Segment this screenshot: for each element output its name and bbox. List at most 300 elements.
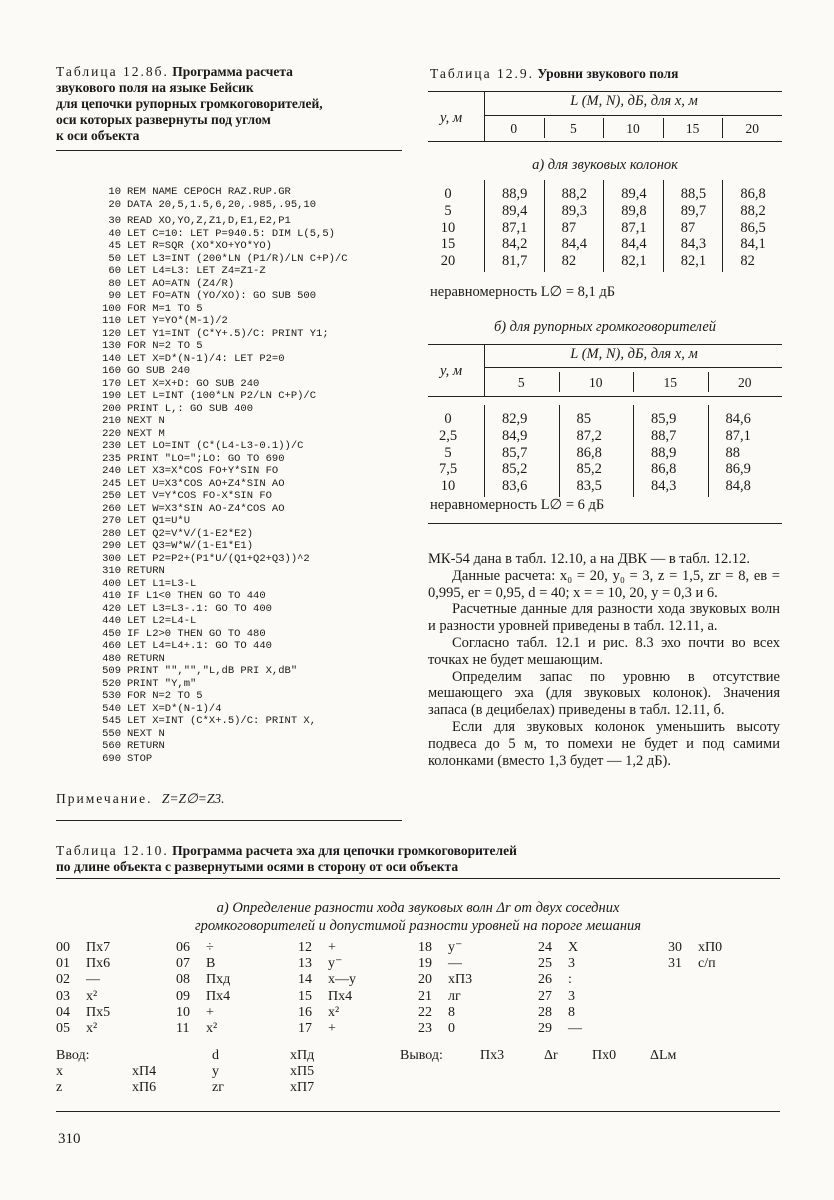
- statement: DATA 20,5,1.5,6,20,.985,.95,10: [127, 198, 317, 211]
- output-label: Вывод:: [400, 1048, 443, 1063]
- step-address: 24: [538, 940, 552, 955]
- output-item: Δr: [544, 1048, 558, 1063]
- line-number: 509: [102, 665, 121, 677]
- statement: FOR M=1 TO 5: [127, 302, 203, 315]
- step-command: X: [568, 940, 579, 955]
- basic-program-listing: [102, 187, 402, 766]
- line-number: 280: [102, 527, 121, 540]
- statement: LET Y1=INT (C*Y+.5)/C: PRINT Y1;: [127, 327, 329, 340]
- line-number: 300: [102, 552, 121, 565]
- step-address: 10: [176, 1004, 190, 1020]
- line-number: 310: [102, 565, 121, 577]
- divider: [428, 523, 782, 524]
- line-number: 20: [108, 198, 121, 211]
- table-cell: 81,7: [502, 253, 528, 270]
- step-address: 14: [298, 972, 312, 988]
- statement: LET Q3=W*W/(1-E1*E1): [127, 540, 254, 552]
- statement: IF L1<0 THEN GO TO 440: [127, 590, 266, 602]
- table-cell: 87,1: [502, 219, 528, 236]
- x-value: 15: [663, 375, 677, 390]
- line-number: 120: [102, 327, 121, 340]
- step-address: 20: [418, 972, 432, 988]
- body-text: [428, 551, 780, 769]
- table-cell: 85,2: [502, 461, 528, 478]
- step-address: 29: [538, 1021, 552, 1036]
- statement: RETURN: [127, 652, 165, 665]
- caption-line: по длине объекта с развернутыми осями в сторону от оси объекта: [56, 859, 459, 874]
- statement: LET L4=L3: LET Z4=Z1-Z: [127, 265, 266, 277]
- input-cell: d: [212, 1048, 219, 1063]
- step-address: 27: [538, 988, 552, 1004]
- table-cell: 87,1: [725, 427, 751, 444]
- step-command: —: [86, 972, 100, 988]
- step-command: y⁻: [448, 940, 463, 955]
- line-number: 400: [102, 577, 121, 590]
- table-cell: 87,2: [576, 427, 602, 444]
- x-header-row: [484, 374, 782, 392]
- table-cell: 84,4: [561, 236, 587, 253]
- line-number: 230: [102, 440, 121, 452]
- step-address: 17: [298, 1021, 312, 1036]
- statement: LET Q1=U*U: [127, 515, 191, 527]
- paragraph: МК-54 дана в табл. 12.10, а на ДВК — в табл. 12.12.: [428, 551, 750, 567]
- statement: IF L2>0 THEN GO TO 480: [127, 627, 266, 640]
- line-number: 220: [102, 427, 121, 440]
- table-cell: 84,6: [725, 411, 751, 427]
- paragraph: Расчетные данные для разности хода звуковых волн и разности уровней приведены в табл. 12.11, а.: [428, 601, 780, 635]
- output-item: Пх0: [592, 1048, 617, 1063]
- table-a-body: [428, 186, 782, 270]
- line-number: 460: [102, 640, 121, 652]
- statement: LET R=SQR (XO*XO+YO*YO): [127, 240, 272, 252]
- table-cell: 82,1: [621, 253, 647, 270]
- table-cell: 85,9: [651, 411, 677, 427]
- line-number: 200: [102, 402, 121, 415]
- statement: REM NAME CEPOCH RAZ.RUP.GR: [127, 186, 291, 198]
- divider: [56, 878, 780, 879]
- statement: NEXT N: [127, 727, 165, 740]
- line-number: 450: [102, 627, 121, 640]
- statement: PRINT L,: GO SUB 400: [127, 402, 254, 415]
- statement: STOP: [127, 752, 153, 765]
- column-rule: [633, 372, 634, 392]
- statement: LET C=10: LET P=940.5: DIM L(5,5): [127, 227, 335, 240]
- step-command: хП0: [698, 940, 723, 955]
- step-address: 13: [298, 956, 312, 972]
- x-value: 5: [517, 375, 525, 390]
- step-command: 8: [568, 1004, 575, 1020]
- line-number: 50: [108, 252, 121, 265]
- table-cell: 84,9: [502, 427, 528, 444]
- code-line: [102, 200, 402, 213]
- step-command: +: [328, 940, 336, 955]
- table-rule: [484, 115, 782, 116]
- step-address: 00: [56, 940, 70, 955]
- table-cell: 83,6: [502, 478, 528, 495]
- input-cell: y: [212, 1064, 219, 1080]
- line-number: 40: [108, 227, 121, 240]
- step-address: 26: [538, 972, 552, 988]
- statement: LET L3=INT (200*LN (P1/R)/LN C+P)/C: [127, 252, 348, 265]
- line-number: 170: [102, 377, 121, 390]
- column-rule: [484, 180, 485, 272]
- table-cell: 87,1: [621, 219, 647, 236]
- caption-line: для цепочки рупорных громкоговорителей,: [56, 96, 323, 111]
- line-number: 160: [102, 365, 121, 377]
- row-header: y, м: [440, 110, 463, 126]
- step-command: x—y: [328, 972, 356, 988]
- section-b-title: б) для рупорных громкоговорителей: [493, 319, 717, 335]
- step-command: +: [206, 1004, 214, 1020]
- statement: LET W=X3*SIN AO-Z4*COS AO: [127, 502, 285, 515]
- x-header-row: [484, 120, 782, 138]
- section-line: а) Определение разности хода звуковых волн Δr от двух соседних: [216, 900, 620, 916]
- line-number: 130: [102, 340, 121, 352]
- line-number: 290: [102, 540, 121, 552]
- step-command: y⁻: [328, 956, 343, 972]
- column-header: [486, 346, 782, 363]
- step-address: 02: [56, 972, 70, 988]
- y-value: 5: [444, 202, 452, 219]
- column-rule: [603, 118, 604, 138]
- statement: LET X=INT (C*X+.5)/C: PRINT X,: [127, 715, 317, 727]
- table-cell: 89,4: [502, 202, 528, 219]
- step-command: 3: [568, 956, 575, 972]
- step-address: 21: [418, 988, 432, 1004]
- section-line: громкоговорителей и допустимой разности уровней на пороге мешания: [194, 918, 642, 934]
- caption-line: Программа расчета: [172, 64, 293, 79]
- line-number: 30: [108, 215, 121, 227]
- caption-line: оси которых развернуты под углом: [56, 112, 271, 127]
- table-cell: 84,2: [502, 236, 528, 253]
- line-number: 270: [102, 515, 121, 527]
- section-a-title: [56, 899, 780, 935]
- y-value: 7,5: [438, 461, 458, 478]
- statement: LET L1=L3-L: [127, 577, 197, 590]
- step-address: 07: [176, 956, 190, 972]
- y-value: 0: [444, 186, 452, 202]
- step-command: —: [568, 1021, 582, 1036]
- column-header: [486, 93, 782, 110]
- step-address: 08: [176, 972, 190, 988]
- table-title: Уровни звукового поля: [537, 66, 679, 81]
- step-address: 31: [668, 956, 682, 972]
- step-address: 23: [418, 1021, 432, 1036]
- table-cell: 89,4: [621, 186, 647, 202]
- section-a-title: а) для звуковых колонок: [532, 157, 678, 173]
- table-label: Таблица 12.10.: [56, 843, 169, 858]
- nonuniformity-b: неравномерность L∅ = 6 дБ: [430, 497, 605, 513]
- line-number: 60: [108, 265, 121, 277]
- table-cell: 84,4: [621, 236, 647, 253]
- column-rule: [484, 405, 485, 497]
- input-grid: [56, 1048, 376, 1100]
- step-command: Пх4: [328, 988, 353, 1004]
- x-value: 10: [589, 375, 603, 390]
- step-address: 05: [56, 1021, 70, 1036]
- statement: LET X=D*(N-1)/4: LET P2=0: [127, 352, 285, 365]
- table-cell: 83,5: [576, 478, 602, 495]
- input-cell: z: [56, 1080, 63, 1096]
- statement: LET Q2=V*V/(1-E2*E2): [127, 527, 254, 540]
- note-text: Z=Z∅=Z3.: [161, 791, 225, 806]
- line-number: 480: [102, 652, 121, 665]
- statement: LET FO=ATN (YO/XO): GO SUB 500: [127, 290, 317, 302]
- input-cell: хП4: [132, 1064, 157, 1080]
- step-command: :: [568, 972, 572, 988]
- line-number: 190: [102, 390, 121, 402]
- table-cell: 88,2: [561, 186, 587, 202]
- input-cell: хП5: [290, 1064, 315, 1080]
- step-command: —: [448, 956, 462, 972]
- statement: LET L3=L3-.1: GO TO 400: [127, 602, 272, 615]
- table-cell: 84,3: [651, 478, 677, 495]
- input-cell: хПд: [290, 1048, 315, 1063]
- table-cell: 85,2: [576, 461, 602, 478]
- y-value: 15: [440, 236, 456, 253]
- table-label: Таблица 12.8б.: [56, 64, 169, 79]
- line-number: 210: [102, 415, 121, 427]
- y-value: 10: [440, 478, 456, 495]
- table-cell: 86,9: [725, 461, 751, 478]
- statement: LET AO=ATN (Z4/R): [127, 277, 235, 290]
- divider: [56, 1111, 780, 1112]
- statement: LET U=X3*COS AO+Z4*SIN AO: [127, 477, 285, 490]
- line-number: 245: [102, 477, 121, 490]
- line-number: 110: [102, 315, 121, 327]
- line-number: 250: [102, 490, 121, 502]
- line-number: 420: [102, 602, 121, 615]
- step-command: Пх5: [86, 1004, 111, 1020]
- column-header-text: L (M, N), дБ, для x, м: [570, 93, 698, 109]
- statement: RETURN: [127, 740, 165, 752]
- statement: GO SUB 240: [127, 365, 191, 377]
- table-cell: 82: [740, 253, 755, 270]
- table-cell: 88,9: [502, 186, 528, 202]
- table-cell: 85,7: [502, 444, 528, 461]
- divider: [56, 150, 402, 151]
- table-cell: 85: [576, 411, 591, 427]
- line-number: 235: [102, 452, 121, 465]
- statement: NEXT N: [127, 415, 165, 427]
- step-command: 0: [448, 1021, 455, 1036]
- step-address: 25: [538, 956, 552, 972]
- step-address: 04: [56, 1004, 70, 1020]
- statement: LET L2=L4-L: [127, 615, 197, 627]
- statement: FOR N=2 TO 5: [127, 690, 203, 702]
- column-rule: [544, 118, 545, 138]
- step-address: 06: [176, 940, 190, 955]
- statement: PRINT "","","L,dB PRI X,dB": [127, 665, 298, 677]
- step-command: 3: [568, 988, 575, 1004]
- step-address: 03: [56, 988, 70, 1004]
- line-number: 520: [102, 677, 121, 690]
- column-rule: [722, 118, 723, 138]
- table-cell: 88,2: [740, 202, 766, 219]
- x-value: 10: [626, 121, 640, 136]
- statement: LET V=Y*COS FO-X*SIN FO: [127, 490, 272, 502]
- statement: LET X=D*(N-1)/4: [127, 702, 222, 715]
- step-address: 11: [176, 1021, 190, 1036]
- step-address: 22: [418, 1004, 432, 1020]
- statement: LET L4=L4+.1: GO TO 440: [127, 640, 272, 652]
- statement: LET X=X+D: GO SUB 240: [127, 377, 260, 390]
- step-command: хП3: [448, 972, 473, 988]
- output-row: [480, 1048, 740, 1066]
- step-command: лг: [448, 988, 461, 1004]
- caption-line: звукового поля на языке Бейсик: [56, 80, 254, 95]
- x-value: 5: [570, 121, 577, 136]
- x-value: 20: [738, 375, 752, 390]
- paragraph: Согласно табл. 12.1 и рис. 8.3 эхо почти во всех точках не будет мешающим.: [428, 634, 780, 668]
- statement: FOR N=2 TO 5: [127, 340, 203, 352]
- step-address: 16: [298, 1004, 312, 1020]
- table-cell: 89,8: [621, 202, 647, 219]
- table-cell: 88: [725, 444, 740, 461]
- table-cell: 89,7: [680, 202, 707, 219]
- y-value: 2,5: [438, 427, 458, 444]
- table-cell: 88,7: [651, 427, 677, 444]
- step-address: 18: [418, 940, 432, 955]
- x-value: 0: [510, 121, 518, 136]
- table-cell: 89,3: [561, 202, 587, 219]
- table-rule: [484, 367, 782, 368]
- step-command: +: [328, 1021, 336, 1036]
- line-number: 560: [102, 740, 121, 752]
- line-number: 45: [108, 240, 121, 252]
- table-note: [56, 791, 225, 807]
- table-cell: 86,8: [740, 186, 766, 202]
- table-cell: 82,1: [680, 253, 707, 270]
- paragraph: Определим запас по уровню в отсутствие мешающего эха (для звуковых колонок). Значения запаса (в децибелах) приведены в табл. 12.11, б.: [428, 668, 780, 719]
- step-command: Пх4: [206, 988, 231, 1004]
- table-rule: [428, 396, 782, 397]
- step-address: 01: [56, 956, 70, 972]
- paragraph: Данные расчета: x₀ = 20, y₀ = 3, z = 1,5, zг = 8, eв = 0,995, eг = 0,95, d = 40; x = = 10, 20, y = 0,3 и 6.: [428, 567, 780, 601]
- row-header: y, м: [440, 363, 463, 379]
- statement: PRINT "Y,m": [127, 677, 197, 690]
- table-rule: [428, 141, 782, 142]
- table-cell: 82,9: [502, 411, 528, 427]
- output-item: ΔLм: [650, 1048, 677, 1063]
- table-label: Таблица 12.9.: [430, 66, 534, 81]
- table-12-10-caption: [56, 843, 796, 875]
- table-cell: 88,5: [680, 186, 707, 202]
- input-cell: хП7: [290, 1080, 315, 1096]
- statement: NEXT M: [127, 427, 165, 440]
- output-item: Пх3: [480, 1048, 505, 1063]
- line-number: 550: [102, 727, 121, 740]
- table-cell: 86,5: [740, 219, 766, 236]
- table-rule: [428, 91, 782, 92]
- line-number: 240: [102, 465, 121, 477]
- step-command: с/п: [698, 956, 716, 972]
- column-rule: [663, 118, 664, 138]
- statement: RETURN: [127, 565, 165, 577]
- line-number: 90: [108, 290, 121, 302]
- line-number: 100: [102, 302, 121, 315]
- table-rule: [428, 344, 782, 345]
- step-command: ÷: [206, 940, 214, 955]
- step-address: 15: [298, 988, 312, 1004]
- code-line: [102, 754, 402, 767]
- table-cell: 87: [561, 219, 577, 236]
- column-rule: [708, 372, 709, 392]
- line-number: 690: [102, 752, 121, 765]
- input-cell: x: [56, 1064, 63, 1080]
- step-address: 28: [538, 1004, 552, 1020]
- input-label: Ввод:: [56, 1048, 90, 1063]
- step-command: x²: [86, 988, 98, 1004]
- step-command: 8: [448, 1004, 455, 1020]
- statement: PRINT "LO=";LO: GO TO 690: [127, 452, 285, 465]
- step-command: Пхд: [206, 972, 231, 988]
- line-number: 140: [102, 352, 121, 365]
- table-cell: 86,8: [576, 444, 602, 461]
- note-label: Примечание.: [56, 791, 153, 806]
- statement: LET X3=X*COS FO+Y*SIN FO: [127, 465, 279, 477]
- statement: LET LO=INT (C*(L4-L3-0.1))/C: [127, 440, 304, 452]
- step-address: 30: [668, 940, 682, 955]
- table-12-9-caption: [430, 66, 790, 82]
- input-cell: zг: [212, 1080, 224, 1096]
- table-cell: 84,1: [740, 236, 766, 253]
- y-value: 20: [440, 253, 456, 270]
- step-command: Пх6: [86, 956, 111, 972]
- paragraph: Если для звуковых колонок уменьшить высоту подвеса до 5 м, то помехи не будет и под самими колонками (вместо 1,3 будет — 1,2 дБ).: [428, 718, 780, 769]
- statement: LET L=INT (100*LN P2/LN C+P)/C: [127, 390, 317, 402]
- table-b-body: [428, 411, 782, 495]
- step-address: 19: [418, 956, 432, 972]
- line-number: 260: [102, 502, 121, 515]
- step-command: Пх7: [86, 940, 111, 955]
- statement: LET Y=YO*(M-1)/2: [127, 315, 228, 327]
- program-grid: [56, 940, 786, 1040]
- divider: [56, 820, 402, 821]
- table-cell: 84,3: [680, 236, 707, 253]
- line-number: 80: [108, 277, 121, 290]
- line-number: 440: [102, 615, 121, 627]
- line-number: 540: [102, 702, 121, 715]
- x-value: 15: [685, 121, 700, 136]
- input-cell: хП6: [132, 1080, 157, 1096]
- caption-line: Программа расчета эха для цепочки громкоговорителей: [172, 843, 517, 858]
- step-command: x²: [86, 1021, 98, 1036]
- statement: LET P2=P2+(P1*U/(Q1+Q2+Q3))^2: [127, 552, 310, 565]
- table-12-8b-caption: [56, 64, 406, 144]
- statement: READ XO,YO,Z,Z1,D,E1,E2,P1: [127, 215, 291, 227]
- x-value: 20: [745, 121, 759, 136]
- line-number: 530: [102, 690, 121, 702]
- y-value: 10: [440, 219, 456, 236]
- table-cell: 86,8: [651, 461, 677, 478]
- caption-line: к оси объекта: [56, 128, 140, 143]
- step-command: x²: [206, 1021, 218, 1036]
- y-value: 0: [444, 411, 452, 427]
- step-command: В: [206, 956, 216, 972]
- y-value: 5: [444, 444, 452, 461]
- table-cell: 84,8: [725, 478, 751, 495]
- column-rule: [559, 372, 560, 392]
- table-cell: 82: [561, 253, 577, 270]
- column-header-text: L (M, N), дБ, для x, м: [570, 346, 698, 362]
- line-number: 10: [108, 186, 121, 198]
- step-command: x²: [328, 1004, 340, 1020]
- nonuniformity-a: неравномерность L∅ = 8,1 дБ: [430, 284, 616, 300]
- line-number: 410: [102, 590, 121, 602]
- step-address: 09: [176, 988, 190, 1004]
- table-cell: 87: [680, 219, 696, 236]
